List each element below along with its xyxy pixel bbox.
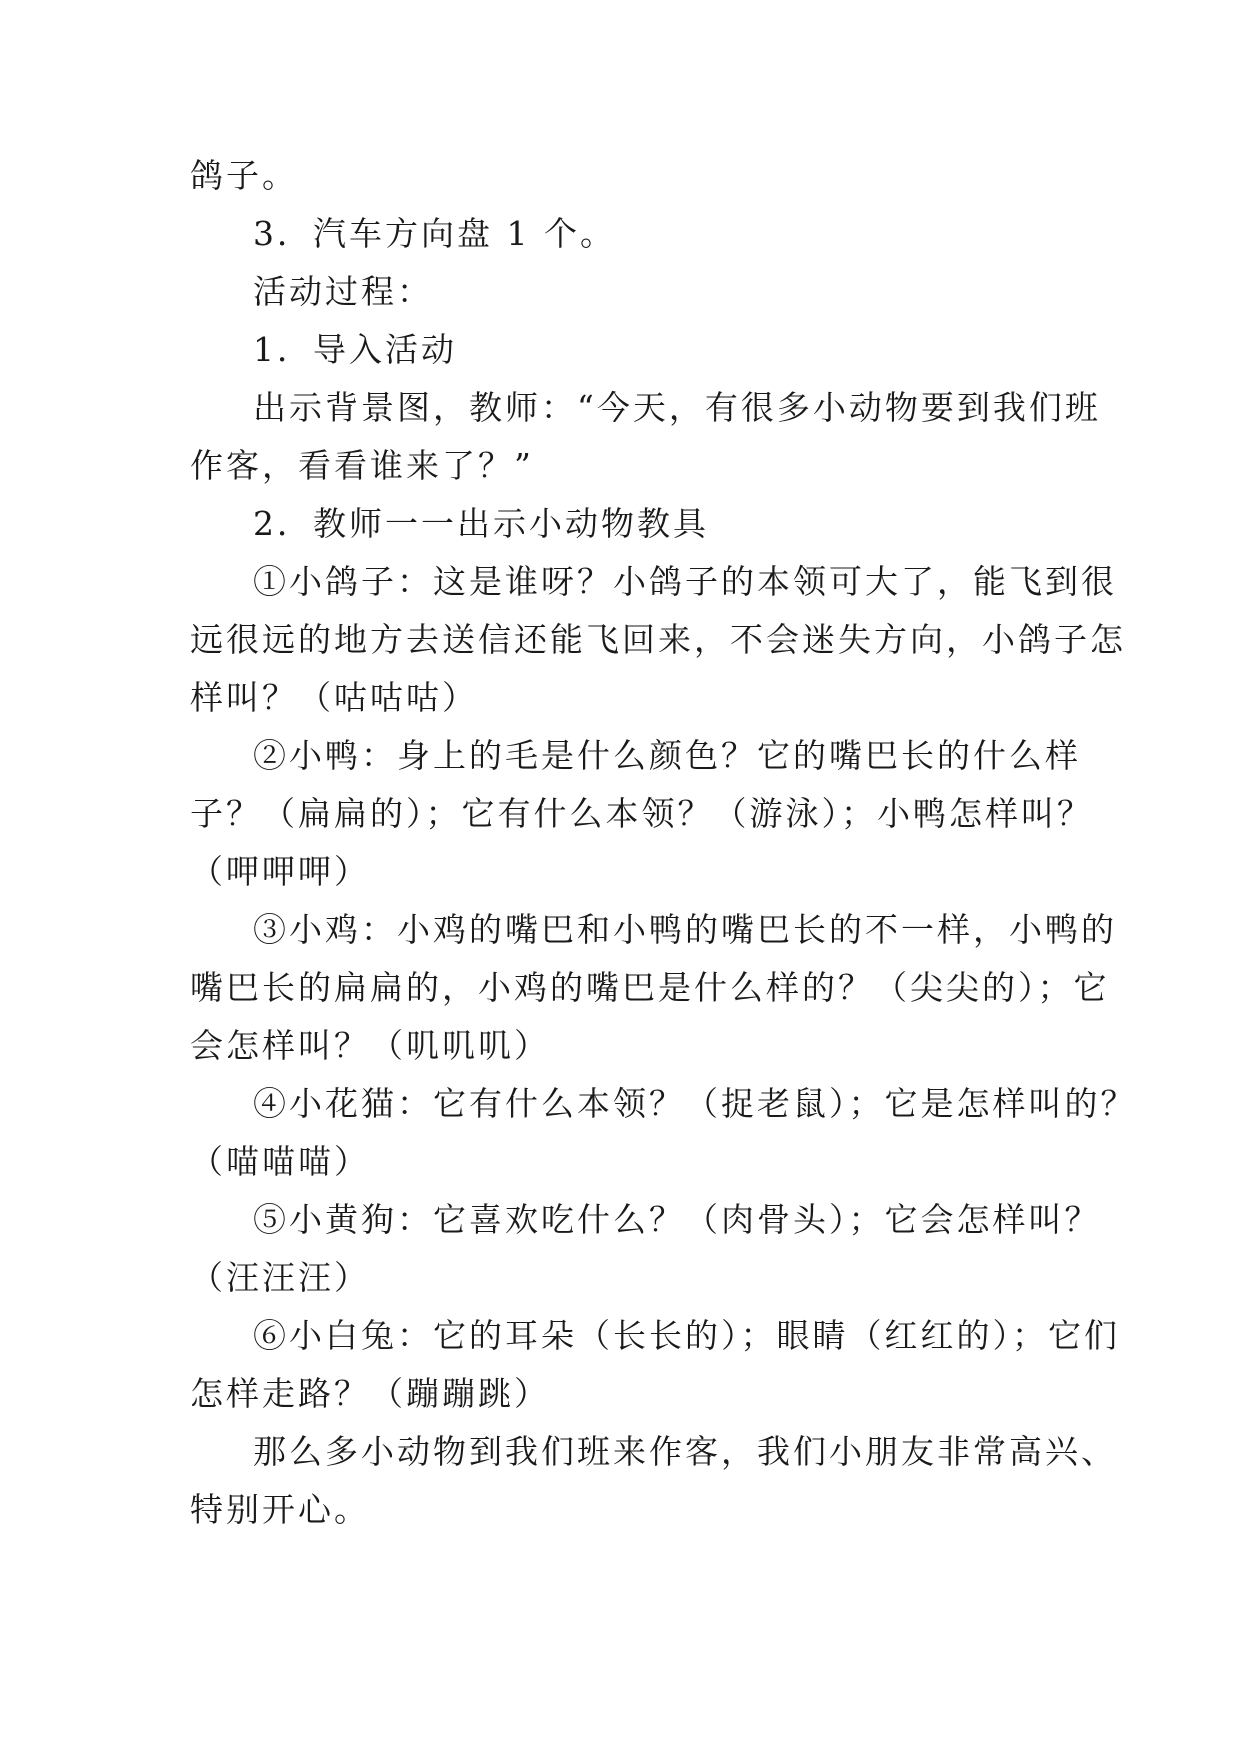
text-line: ④小花猫：它有什么本领？（捉老鼠）；它是怎样叫的？ <box>253 1084 1137 1123</box>
text-line: 活动过程： <box>253 272 433 311</box>
text-line: 2．教师一一出示小动物教具 <box>253 504 709 543</box>
text-line: ②小鸭：身上的毛是什么颜色？它的嘴巴长的什么样 <box>253 736 1081 775</box>
text-line: ⑥小白兔：它的耳朵（长长的）；眼睛（红红的）；它们 <box>253 1316 1120 1355</box>
text-line: 鸽子。 <box>190 156 298 195</box>
text-line: 样叫？（咕咕咕） <box>190 678 478 717</box>
text-line: 1．导入活动 <box>253 330 457 369</box>
text-line: （喵喵喵） <box>190 1142 370 1181</box>
text-line: 嘴巴长的扁扁的，小鸡的嘴巴是什么样的？（尖尖的）；它 <box>190 968 1110 1007</box>
text-line: 作客，看看谁来了？” <box>190 446 534 485</box>
text-line: （汪汪汪） <box>190 1258 370 1297</box>
text-line: ③小鸡：小鸡的嘴巴和小鸭的嘴巴长的不一样，小鸭的 <box>253 910 1117 949</box>
text-line: 出示背景图，教师：“今天，有很多小动物要到我们班 <box>253 388 1101 427</box>
text-line: 特别开心。 <box>190 1490 370 1529</box>
text-line: ①小鸽子：这是谁呀？小鸽子的本领可大了，能飞到很 <box>253 562 1117 601</box>
text-line: 远很远的地方去送信还能飞回来，不会迷失方向，小鸽子怎 <box>190 620 1126 659</box>
text-line: 怎样走路？（蹦蹦跳） <box>190 1374 550 1413</box>
text-line: （呷呷呷） <box>190 852 370 891</box>
text-line: 3．汽车方向盘 1 个。 <box>253 214 616 253</box>
text-line: 那么多小动物到我们班来作客，我们小朋友非常高兴、 <box>253 1432 1117 1471</box>
text-line: 子？（扁扁的）；它有什么本领？（游泳）；小鸭怎样叫？ <box>190 794 1093 833</box>
text-line: ⑤小黄狗：它喜欢吃什么？（肉骨头）；它会怎样叫？ <box>253 1200 1101 1239</box>
text-line: 会怎样叫？（叽叽叽） <box>190 1026 550 1065</box>
